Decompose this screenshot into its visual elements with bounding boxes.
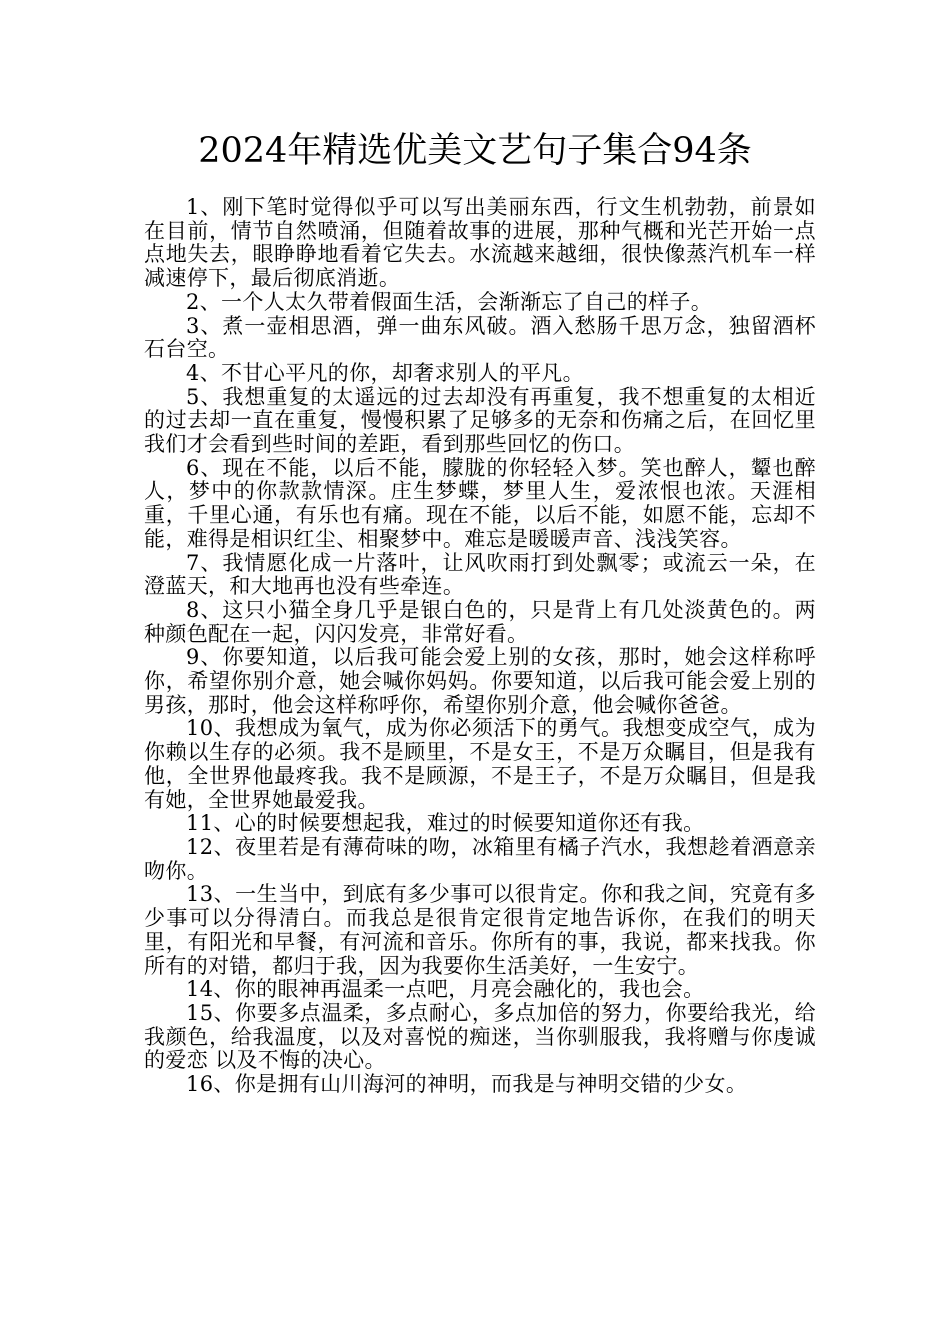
paragraph-4: 4、不甘心平凡的你，却奢求别人的平凡。 <box>186 360 585 385</box>
paragraph-13: 13、一生当中，到底有多少事可以很肯定。你和我之间，究竟有多少事可以分得清白。而我总是很肯定很肯定地告诉你，在我们的明天里，有阳光和早餐，有河流和音乐。你所有的事，我说，都来找我。你所有的对错，都归于我，因为我要你生活美好，一生安宁。 <box>144 882 816 978</box>
document-body <box>144 196 816 1097</box>
document-title: 2024年精选优美文艺句子集合94条 <box>198 131 752 171</box>
paragraph-5: 5、我想重复的太遥远的过去却没有再重复，我不想重复的太相近的过去却一直在重复，慢慢积累了足够多的无奈和伤痛之后，在回忆里我们才会看到些时间的差距，看到那些回忆的伤口。 <box>144 384 816 457</box>
paragraph-9: 9、你要知道，以后我可能会爱上别的女孩，那时，她会这样称呼你，希望你别介意，她会喊你妈妈。你要知道，以后我可能会爱上别的男孩，那时，他会这样称呼你，希望你别介意，他会喊你爸爸。 <box>144 645 816 717</box>
paragraph-11: 11、心的时候要想起我，难过的时候要知道你还有我。 <box>186 811 705 836</box>
paragraph-6: 6、现在不能，以后不能，朦胧的你轻轻入梦。笑也醉人，颦也醉人，梦中的你款款情深。庄生梦蝶，梦里人生，爱浓恨也浓。天涯相重，千里心通，有乐也有痛。现在不能，以后不能，如愿不能，忘却不能，难得是相识红尘、相聚梦中。难忘是暖暖声音、浅浅笑容。 <box>144 455 816 551</box>
paragraph-15: 15、你要多点温柔，多点耐心，多点加倍的努力，你要给我光，给我颜色，给我温度，以及对喜悦的痴迷，当你驯服我，我将赠与你虔诚的爱恋 以及不悔的决心。 <box>144 1000 816 1073</box>
paragraph-12: 12、夜里若是有薄荷味的吻，冰箱里有橘子汽水，我想趁着酒意亲吻你。 <box>144 834 816 883</box>
paragraph-3: 3、煮一壶相思酒，弹一曲东风破。酒入愁肠千思万念，独留酒杯石台空。 <box>144 313 816 362</box>
paragraph-7: 7、我情愿化成一片落叶，让风吹雨打到处飘零；或流云一朵，在澄蓝天，和大地再也没有些牵连。 <box>144 550 816 599</box>
paragraph-8: 8、这只小猫全身几乎是银白色的，只是背上有几处淡黄色的。两种颜色配在一起，闪闪发亮，非常好看。 <box>144 597 816 646</box>
paragraph-10: 10、我想成为氧气，成为你必须活下的勇气。我想变成空气，成为你赖以生存的必须。我不是顾里，不是女王，不是万众瞩目，但是我有他，全世界他最疼我。我不是顾源，不是王子，不是万众瞩目，但是我有她，全世界她最爱我。 <box>144 716 816 812</box>
paragraph-16: 16、你是拥有山川海河的神明，而我是与神明交错的少女。 <box>186 1072 748 1097</box>
paragraph-1: 1、刚下笔时觉得似乎可以写出美丽东西，行文生机勃勃，前景如在目前，情节自然喷涌，但随着故事的进展，那种气概和光芒开始一点点地失去，眼睁睁地看着它失去。水流越来越细，很快像蒸汽机车一样减速停下，最后彻底消逝。 <box>144 195 816 291</box>
paragraph-14: 14、你的眼神再温柔一点吧，月亮会融化的，我也会。 <box>186 977 705 1002</box>
paragraph-2: 2、一个人太久带着假面生活，会渐渐忘了自己的样子。 <box>186 289 713 314</box>
